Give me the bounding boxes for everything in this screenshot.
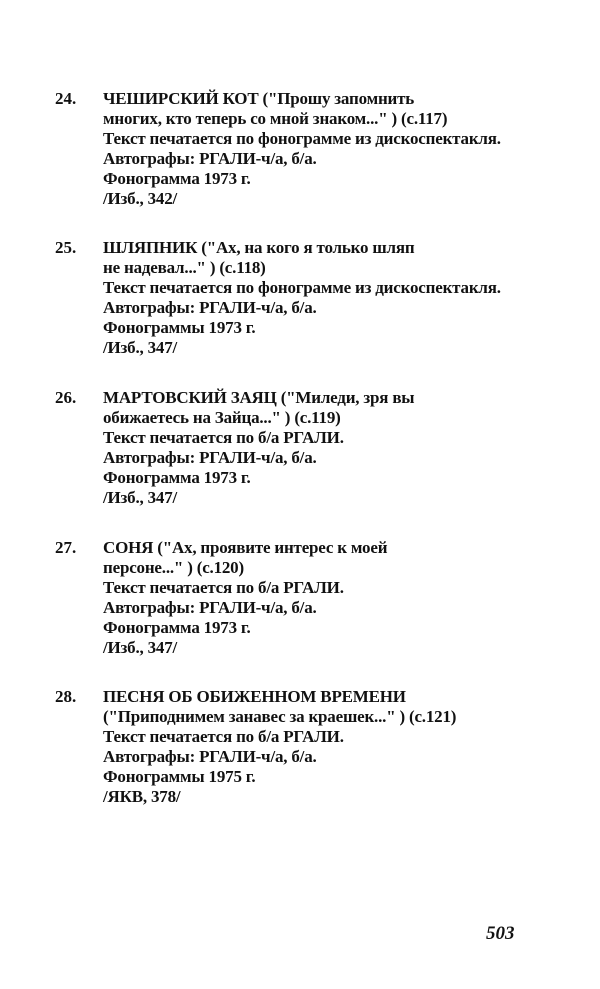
entry-source-line: Текст печатается по б/а РГАЛИ.	[103, 578, 344, 597]
entry-title-line: МАРТОВСКИЙ ЗАЯЦ ("Миледи, зря вы	[103, 388, 415, 407]
entry-title-line: персоне..." ) (с.120)	[103, 558, 244, 577]
entry-autographs-line: Автографы: РГАЛИ-ч/а, б/а.	[103, 747, 317, 766]
entry-phonogram-line: Фонограммы 1975 г.	[103, 767, 256, 786]
entry-title-line: ЧЕШИРСКИЙ КОТ ("Прошу запомнить	[103, 89, 415, 108]
entry-phonogram-line: Фонограммы 1973 г.	[103, 318, 256, 337]
entry-number: 26.	[55, 388, 77, 407]
entry-autographs-line: Автографы: РГАЛИ-ч/а, б/а.	[103, 149, 317, 168]
entry-phonogram-line: Фонограмма 1973 г.	[103, 169, 251, 188]
entry-number: 28.	[55, 687, 77, 706]
entry-reference-line: /Изб., 342/	[103, 189, 178, 208]
entry-number: 24.	[55, 89, 77, 108]
entry-text	[103, 687, 573, 807]
entry-text	[103, 89, 573, 209]
entry-number: 25.	[55, 238, 77, 257]
entry-autographs-line: Автографы: РГАЛИ-ч/а, б/а.	[103, 298, 317, 317]
entry-text	[103, 538, 573, 658]
entry-source-line: Текст печатается по фонограмме из дискоспектакля.	[103, 129, 501, 148]
entry-phonogram-line: Фонограмма 1973 г.	[103, 468, 251, 487]
entry-title-line: ПЕСНЯ ОБ ОБИЖЕННОМ ВРЕМЕНИ	[103, 687, 406, 706]
entry-reference-line: /ЯКВ, 378/	[103, 787, 181, 806]
page-number: 503	[486, 923, 515, 944]
entry-reference-line: /Изб., 347/	[103, 488, 178, 507]
entry-title-line: многих, кто теперь со мной знаком..." ) (с.117)	[103, 109, 448, 128]
entry-text	[103, 238, 573, 358]
entry-title-line: СОНЯ ("Ах, проявите интерес к моей	[103, 538, 388, 557]
entry-title-line: ШЛЯПНИК ("Ах, на кого я только шляп	[103, 238, 415, 257]
entry-phonogram-line: Фонограмма 1973 г.	[103, 618, 251, 637]
entry-source-line: Текст печатается по б/а РГАЛИ.	[103, 727, 344, 746]
entry-title-line: ("Приподнимем занавес за краешек..." ) (с.121)	[103, 707, 457, 726]
entry-reference-line: /Изб., 347/	[103, 638, 178, 657]
entry-autographs-line: Автографы: РГАЛИ-ч/а, б/а.	[103, 448, 317, 467]
entry-text	[103, 388, 573, 508]
entry-reference-line: /Изб., 347/	[103, 338, 178, 357]
entry-source-line: Текст печатается по фонограмме из дискоспектакля.	[103, 278, 501, 297]
entry-autographs-line: Автографы: РГАЛИ-ч/а, б/а.	[103, 598, 317, 617]
entry-source-line: Текст печатается по б/а РГАЛИ.	[103, 428, 344, 447]
entry-title-line: не надевал..." ) (с.118)	[103, 258, 266, 277]
entry-number: 27.	[55, 538, 77, 557]
entry-title-line: обижаетесь на Зайца..." ) (с.119)	[103, 408, 341, 427]
